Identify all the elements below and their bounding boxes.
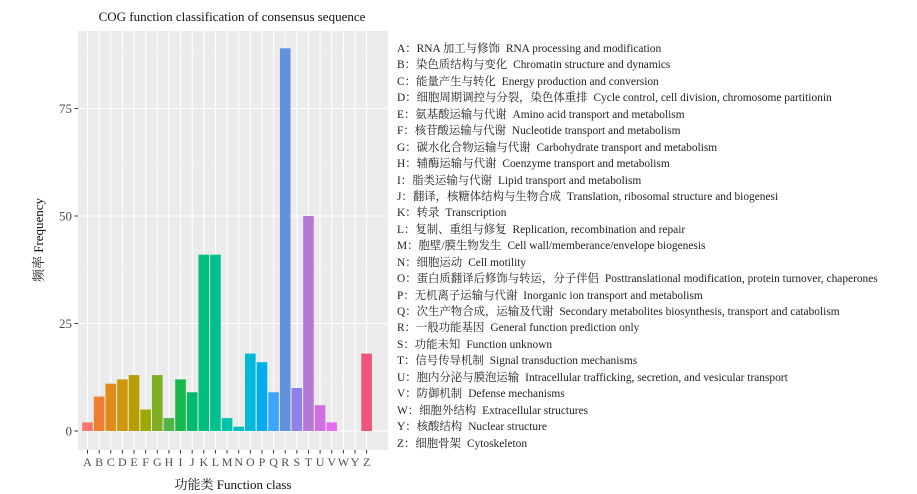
bar-V [326, 422, 337, 431]
legend-code: V： [397, 388, 417, 401]
y-tick-label: 0 [65, 423, 72, 439]
legend-english-label: Cell wall/memberance/envelope biogenesis [507, 240, 706, 253]
x-tick-label: C [106, 455, 115, 469]
legend-item [397, 304, 912, 320]
bar-F [140, 410, 151, 432]
bar-P [257, 362, 268, 431]
bar-Q [268, 392, 279, 431]
legend-english-label: General function prediction only [490, 322, 640, 335]
legend-code: T： [397, 355, 416, 368]
x-tick-label: Z [362, 455, 371, 469]
legend-english-label: Intracellular trafficking, secretion, and vesicular transport [525, 371, 788, 384]
bar-L [210, 255, 221, 431]
legend-chinese-label: 细胞运动 [416, 256, 463, 269]
legend-chinese-label: RNA 加工与修饰 [416, 43, 500, 55]
legend-english-label: Secondary metabolites biosynthesis, transport and catabolism [559, 306, 840, 318]
x-tick-label: Y [350, 455, 360, 469]
legend-item [397, 90, 912, 106]
legend-english-label: Cytoskeleton [466, 437, 528, 450]
legend-chinese-label: 防御机制 [416, 388, 463, 401]
x-tick-label: U [315, 455, 325, 469]
bar-E [129, 375, 140, 431]
x-tick-label: O [245, 455, 255, 469]
x-tick-label: K [199, 455, 209, 469]
legend-chinese-label: 一般功能基因 [416, 322, 485, 335]
bar-N [233, 427, 244, 431]
bar-Z [361, 354, 372, 431]
legend-english-label: Chromatin structure and dynamics [513, 59, 671, 72]
bar-H [164, 418, 175, 431]
legend-english-label: Nuclear structure [468, 421, 547, 434]
legend-chinese-label: 复制、重组与修复 [415, 223, 507, 236]
legend-item [397, 436, 912, 452]
legend-chinese-label: 辅酶运输与代谢 [416, 158, 497, 171]
bar-K [199, 255, 210, 431]
y-axis-label: 频率 Frequency [31, 197, 46, 283]
bar-R [280, 48, 291, 431]
legend-english-label: Nucleotide transport and metabolism [511, 125, 681, 138]
x-tick-label: G [152, 455, 162, 469]
legend-english-label: Cycle control, cell division, chromosome partitionin [593, 92, 832, 105]
legend-code: S： [397, 338, 415, 351]
legend-english-label: Inorganic ion transport and metabolism [523, 289, 703, 302]
x-tick-label: E [130, 455, 138, 469]
legend-chinese-label: 细胞周期调控与分裂，染色体重排 [416, 92, 588, 105]
x-tick-label: V [327, 455, 337, 469]
x-tick-label: S [293, 455, 301, 469]
legend-item [397, 353, 912, 369]
legend-english-label: Translation, ribosomal structure and biogenesi [566, 190, 779, 203]
legend-item [397, 189, 912, 205]
legend-item [397, 386, 912, 402]
legend-code: C： [397, 75, 416, 88]
y-tick-label: 75 [59, 101, 72, 116]
legend-item [397, 222, 912, 238]
x-axis-label: 功能类 Function class [174, 477, 292, 492]
legend-item [397, 57, 912, 73]
legend-english-label: Coenzyme transport and metabolism [502, 158, 670, 171]
x-tick-label: W [337, 455, 350, 469]
legend-chinese-label: 功能未知 [414, 338, 461, 351]
legend-english-label: Replication, recombination and repair [512, 223, 686, 236]
legend-chinese-label: 信号传导机制 [415, 355, 484, 368]
legend-code: K： [397, 207, 417, 220]
legend-item [397, 238, 912, 254]
bar-S [292, 388, 303, 431]
x-tick-label: R [281, 455, 290, 469]
legend-chinese-label: 染色质结构与变化 [416, 59, 508, 72]
x-tick-label: F [142, 455, 149, 469]
legend-code: P： [397, 289, 415, 302]
legend-english-label: Function unknown [466, 338, 553, 351]
legend-code: B： [397, 59, 416, 72]
legend-code: U： [397, 371, 417, 384]
bar-D [117, 379, 128, 431]
x-tick-label: B [95, 455, 104, 469]
legend-item [397, 255, 912, 271]
legend-english-label: Posttranslational modification, protein turnover, chaperones [604, 273, 878, 286]
legend-english-label: Defense mechanisms [468, 388, 565, 401]
legend-item [397, 107, 912, 123]
bar-M [222, 418, 233, 431]
legend-item [397, 205, 912, 221]
x-tick-label: I [178, 455, 183, 469]
x-tick-label: N [234, 455, 244, 469]
bar-G [152, 375, 163, 431]
x-tick-label: L [211, 455, 220, 469]
y-axis [59, 101, 78, 439]
legend-code: M： [397, 240, 419, 253]
legend-item [397, 370, 912, 386]
legend-item [397, 288, 912, 304]
x-tick-label: T [304, 455, 313, 469]
bar-J [187, 392, 198, 431]
legend-chinese-label: 细胞骨架 [415, 437, 461, 450]
legend-item [397, 140, 912, 156]
legend-item [397, 419, 912, 435]
legend-chinese-label: 转录 [416, 207, 440, 220]
legend-code: R： [397, 322, 416, 335]
legend-english-label: Amino acid transport and metabolism [512, 108, 685, 121]
legend-item [397, 156, 912, 172]
legend-english-label: Extracellular structures [482, 404, 589, 417]
legend-item [397, 320, 912, 336]
legend-code: O： [397, 273, 417, 286]
x-tick-label: J [189, 455, 195, 469]
x-axis [83, 450, 370, 469]
bar-C [105, 384, 116, 431]
x-tick-label: A [83, 455, 92, 469]
legend-item [397, 403, 912, 419]
legend-chinese-label: 能量产生与转化 [416, 75, 496, 88]
bar-U [315, 405, 326, 431]
legend-chinese-label: 脂类运输与代谢 [412, 174, 492, 187]
x-tick-label: M [221, 455, 233, 469]
legend-chinese-label: 翻译，核糖体结构与生物合成 [412, 190, 561, 203]
bar-A [82, 422, 93, 431]
legend-item [397, 123, 912, 139]
legend-code: Q： [397, 306, 417, 318]
legend-chinese-label: 核苷酸运输与代谢 [414, 125, 506, 138]
y-tick-label: 25 [59, 316, 72, 331]
legend [397, 41, 912, 452]
x-tick-label: D [118, 455, 127, 469]
legend-english-label: Signal transduction mechanisms [489, 355, 638, 368]
legend-code: E： [397, 108, 416, 121]
legend-code: Y： [397, 421, 417, 434]
legend-code: Z： [397, 437, 416, 450]
legend-chinese-label: 次生产物合成，运输及代谢 [416, 306, 554, 318]
legend-chinese-label: 胞壁/膜生物发生 [418, 240, 502, 253]
legend-chinese-label: 胞内分泌与膜泡运输 [416, 371, 520, 384]
legend-chinese-label: 碳水化合物运输与代谢 [416, 141, 531, 154]
bar-O [245, 354, 256, 431]
legend-english-label: Energy production and conversion [501, 75, 659, 88]
legend-item [397, 337, 912, 353]
legend-code: N： [397, 256, 417, 269]
legend-code: G： [397, 141, 417, 154]
chart-title: COG function classification of consensus sequence [98, 9, 366, 24]
legend-chinese-label: 细胞外结构 [419, 404, 477, 417]
legend-english-label: Lipid transport and metabolism [497, 174, 642, 187]
legend-item [397, 74, 912, 90]
legend-code: F： [397, 125, 415, 138]
legend-item [397, 41, 912, 57]
x-tick-label: Q [269, 455, 278, 469]
legend-chinese-label: 核酸结构 [416, 421, 463, 434]
x-tick-label: H [164, 455, 174, 469]
legend-chinese-label: 氨基酸运输与代谢 [415, 108, 507, 121]
legend-code: I： [397, 174, 413, 187]
legend-code: D： [397, 92, 417, 105]
legend-item [397, 173, 912, 189]
legend-chinese-label: 蛋白质翻译后修饰与转运，分子伴侣 [416, 273, 599, 286]
bar-I [175, 379, 186, 431]
legend-english-label: Transcription [445, 207, 507, 220]
x-tick-label: P [258, 455, 266, 469]
bar-B [94, 397, 105, 431]
legend-code: W： [397, 404, 420, 417]
legend-code: J： [397, 190, 413, 203]
legend-code: H： [397, 158, 417, 171]
bar-T [303, 216, 314, 431]
legend-english-label: Carbohydrate transport and metabolism [536, 141, 718, 154]
y-tick-label: 50 [59, 208, 72, 224]
legend-english-label: Cell motility [468, 256, 527, 269]
legend-english-label: RNA processing and modification [505, 43, 662, 55]
legend-chinese-label: 无机离子运输与代谢 [414, 289, 518, 302]
legend-item [397, 271, 912, 287]
legend-code: L： [397, 223, 416, 236]
legend-code: A： [397, 43, 417, 55]
